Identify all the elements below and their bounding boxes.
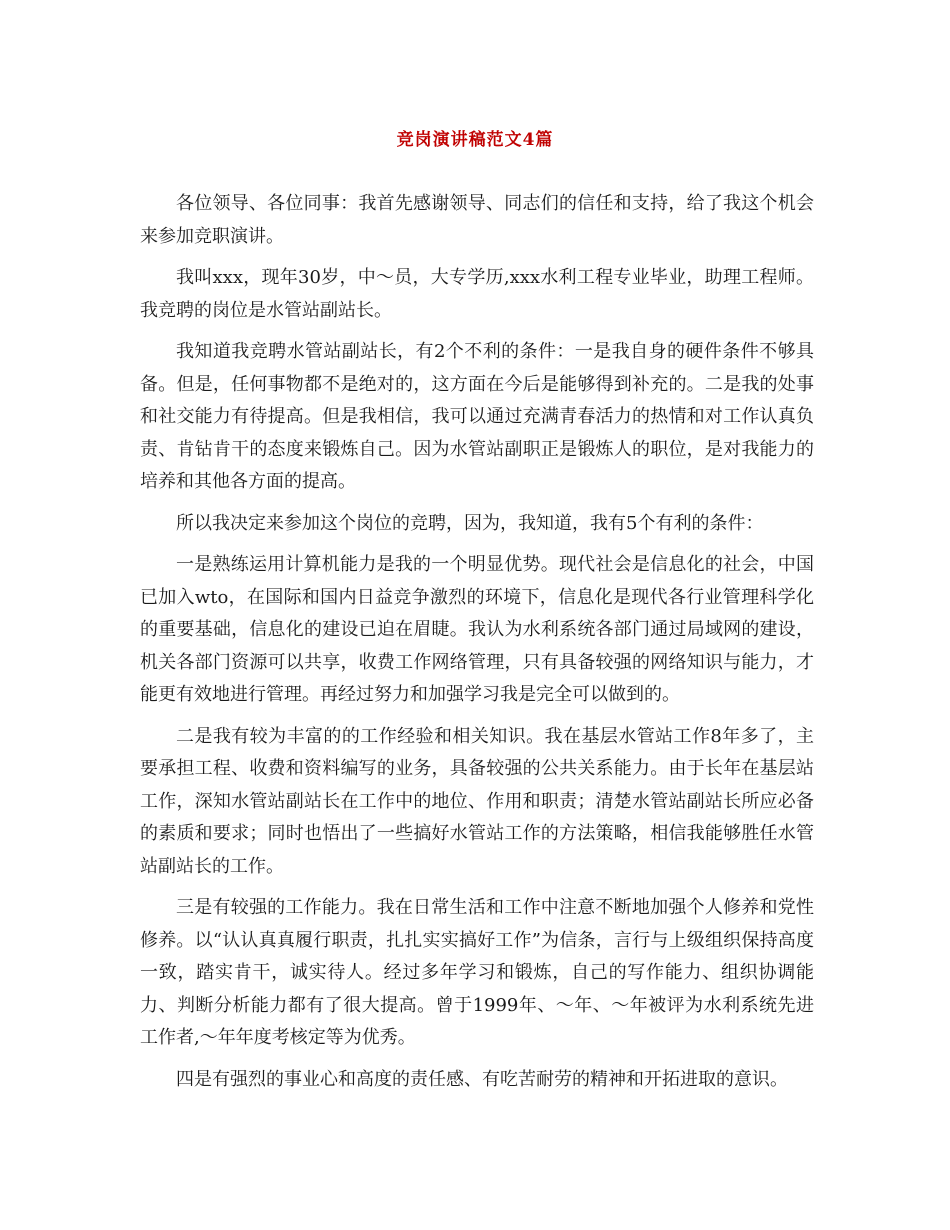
paragraph: 各位领导、各位同事：我首先感谢领导、同志们的信任和支持，给了我这个机会来参加竞职演讲。 — [140, 193, 814, 247]
paragraph: 所以我决定来参加这个岗位的竞聘，因为，我知道，我有5个有利的条件： — [176, 512, 764, 534]
paragraph: 四是有强烈的事业心和高度的责任感、有吃苦耐劳的精神和开拓进取的意识。 — [176, 1068, 788, 1090]
paragraph: 我叫xxx，现年30岁，中～员，大专学历,xxx水利工程专业毕业，助理工程师。我竞聘的岗位是水管站副站长。 — [140, 267, 814, 321]
paragraph: 二是我有较为丰富的的工作经验和相关知识。我在基层水管站工作8年多了，主要承担工程、收费和资料编写的业务，具备较强的公共关系能力。由于长年在基层站工作，深知水管站副站长在工作中的地位、作用和职责；清楚水管站副站长所应必备的素质和要求；同时也悟出了一些搞好水管站工作的方法策略，相信我能够胜任水管站副站长的工作。 — [140, 725, 814, 877]
document-title: 竞岗演讲稿范文4篇 — [396, 130, 554, 150]
paragraph: 一是熟练运用计算机能力是我的一个明显优势。现代社会是信息化的社会，中国已加入wto，在国际和国内日益竞争激烈的环境下，信息化是现代各行业管理科学化的重要基础，信息化的建设已迫在眉睫。我认为水利系统各部门通过局域网的建设，机关各部门资源可以共享，收费工作网络管理，只有具备较强的网络知识与能力，才能更有效地进行管理。再经过努力和加强学习我是完全可以做到的。 — [140, 554, 814, 705]
document-body — [140, 188, 814, 1105]
paragraph: 三是有较强的工作能力。我在日常生活和工作中注意不断地加强个人修养和党性修养。以“认认真真履行职责，扎扎实实搞好工作”为信条，言行与上级组织保持高度一致，踏实肯干，诚实待人。经过多年学习和锻炼，自己的写作能力、组织协调能力、判断分析能力都有了很大提高。曾于1999年、～年、～年被评为水利系统先进工作者,～年年度考核定等为优秀。 — [140, 897, 814, 1048]
paragraph: 我知道我竞聘水管站副站长，有2个不利的条件：一是我自身的硬件条件不够具备。但是，任何事物都不是绝对的，这方面在今后是能够得到补充的。二是我的处事和社交能力有待提高。但是我相信，我可以通过充满青春活力的热情和对工作认真负责、肯钻肯干的态度来锻炼自己。因为水管站副职正是锻炼人的职位，是对我能力的培养和其他各方面的提高。 — [140, 341, 814, 492]
